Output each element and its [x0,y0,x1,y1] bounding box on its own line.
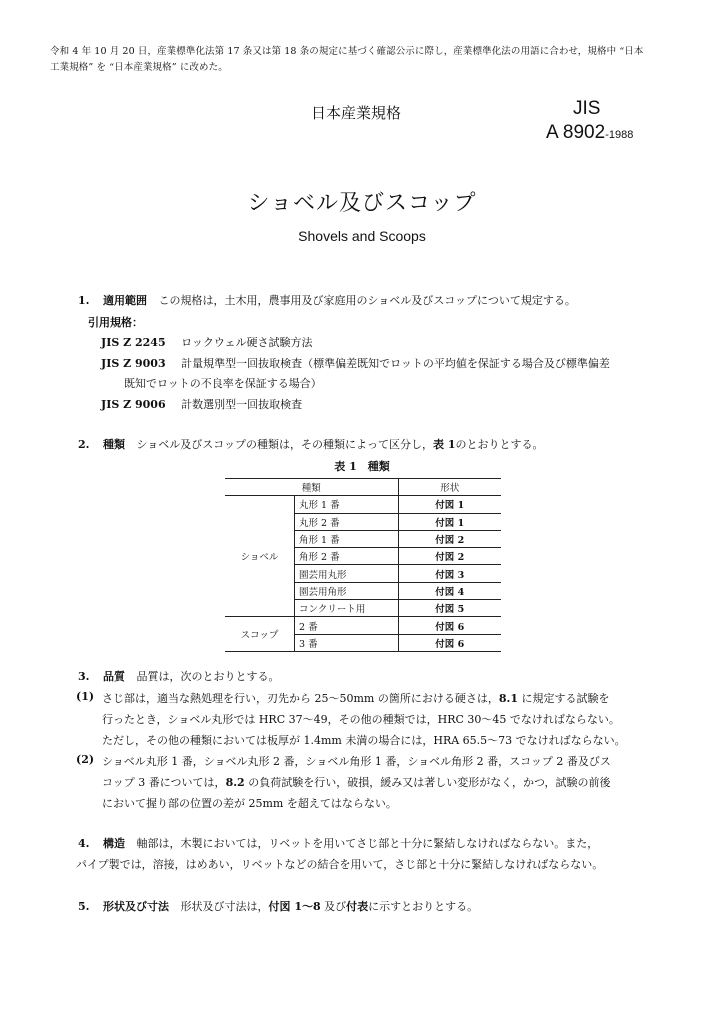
group-shovel: ショベル [225,496,295,617]
section-5-text: 形状及び寸法は， [180,900,269,913]
item-2-line-1: ショベル丸形 1 番，ショベル丸形 2 番，ショベル角形 1 番，ショベル角形 2 番，スコップ 2 番及びス [102,755,611,768]
item-1-text-end: に規定する試験を [518,692,610,705]
reference-item [101,355,610,371]
reference-code: JIS Z 9006 [101,398,166,411]
reference-title: 計量規準型一回抜取検査（標準偏差既知でロットの平均値を保証する場合及び標準偏差 [181,357,610,370]
item-2-label: (2) [76,753,95,766]
clause-reference: 8.2 [225,776,245,789]
shape-cell: 付図 1 [398,496,501,513]
figure-reference: 付図 1～8 [268,900,321,913]
item-1-text: さじ部は，適当な熱処理を行い，刃先から 25～50mm の箇所における硬さは， [102,692,499,705]
section-4-heading: 構造 [102,837,125,850]
item-2-line-3: において握り部の位置の差が 25mm を超えてはならない。 [102,797,397,810]
revision-notice-line-2: 工業規格” を “日本産業規格” に改めた。 [50,62,228,73]
section-1-number: 1. [78,294,90,307]
types-table [225,478,501,652]
section-4-text: 軸部は，木製においては，リベットを用いてさじ部と十分に緊結しなければならない。また， [136,837,599,850]
jis-year: -1988 [605,129,634,141]
revision-notice-line-1: 令和 4 年 10 月 20 日，産業標準化法第 17 条又は第 18 条の規定に基づく確認公示に際し，産業標準化法の用語に合わせ，規格中 “日本 [50,46,644,57]
table-row [225,617,501,634]
kind-cell: 2 番 [295,617,399,634]
jis-label: JIS [573,98,601,119]
item-1-line-1 [102,690,610,706]
column-header-shape: 形状 [398,479,501,496]
reference-code: JIS Z 9003 [101,357,166,370]
shape-cell: 付図 3 [398,565,501,582]
section-3 [78,668,279,684]
standard-type: 日本産業規格 [311,104,402,122]
table-header-row [225,479,501,496]
section-5-text-mid: 及び [320,900,347,913]
section-1-heading: 適用範囲 [102,294,147,307]
references-heading: 引用規格： [88,316,143,329]
kind-cell: 丸形 2 番 [295,513,399,530]
reference-item [101,396,302,412]
document-title-en: Shovels and Scoops [298,228,426,244]
kind-cell: 丸形 1 番 [295,496,399,513]
reference-title: ロックウェル硬さ試験方法 [181,336,313,349]
section-4-number: 4. [78,837,90,850]
column-header-kind: 種類 [225,479,398,496]
appendix-table-reference: 付表 [346,900,369,913]
reference-title: 計数選別型一回抜取検査 [181,398,303,411]
table-row [225,496,501,513]
section-5-text-end: に示すとおりとする。 [368,900,479,913]
item-1-line-2: 行ったとき，ショベル丸形では HRC 37～49，その他の種類では，HRC 30～45 でなければならない。 [102,713,620,726]
item-1-label: (1) [76,690,95,703]
kind-cell: 3 番 [295,634,399,651]
table-caption: 表 1 種類 [334,460,390,473]
section-2-text: ショベル及びスコップの種類は，その種類によって区分し， [136,438,434,451]
section-5-heading: 形状及び寸法 [102,900,169,913]
shape-cell: 付図 5 [398,600,501,617]
shape-cell: 付図 6 [398,617,501,634]
section-2-heading: 種類 [102,438,125,451]
shape-cell: 付図 2 [398,548,501,565]
section-2 [78,436,544,452]
shape-cell: 付図 6 [398,634,501,651]
clause-reference: 8.1 [498,692,518,705]
section-2-number: 2. [78,438,90,451]
group-scoop: スコップ [225,617,295,652]
shape-cell: 付図 2 [398,530,501,547]
section-3-heading: 品質 [102,670,125,683]
reference-title-continued: 既知でロットの不良率を保証する場合） [124,377,322,390]
reference-code: JIS Z 2245 [101,336,166,349]
section-5-number: 5. [78,900,90,913]
kind-cell: 角形 1 番 [295,530,399,547]
shape-cell: 付図 1 [398,513,501,530]
section-1-text: この規格は，土木用，農事用及び家庭用のショベル及びスコップについて規定する。 [158,294,576,307]
reference-item [101,334,312,350]
item-1-line-3: ただし，その他の種類においては板厚が 1.4mm 未満の場合には，HRA 65.5～73 でなければならない。 [102,734,626,747]
section-3-number: 3. [78,670,90,683]
shape-cell: 付図 4 [398,582,501,599]
section-3-text: 品質は，次のとおりとする。 [136,670,280,683]
section-1 [78,292,576,308]
table-reference: 表 1 [433,438,456,451]
kind-cell: コンクリート用 [295,600,399,617]
document-title-ja: ショベル及びスコップ [247,191,477,216]
item-2-text: コップ 3 番については， [102,776,226,789]
kind-cell: 角形 2 番 [295,548,399,565]
section-2-text-end: のとおりとする。 [455,438,544,451]
item-2-line-2 [102,774,611,790]
jis-number-code: A 8902 [546,122,606,143]
section-4-line-2: パイプ製では，溶接，はめあい，リベットなどの結合を用いて，さじ部と十分に緊結しなければならない。 [76,858,604,871]
revision-notice [50,44,690,76]
item-2-text-end: の負荷試験を行い，破損，緩み又は著しい変形がなく，かつ，試験の前後 [244,776,611,789]
jis-number [546,122,633,144]
section-4 [78,835,598,851]
section-5 [78,898,478,914]
kind-cell: 園芸用丸形 [295,565,399,582]
kind-cell: 園芸用角形 [295,582,399,599]
